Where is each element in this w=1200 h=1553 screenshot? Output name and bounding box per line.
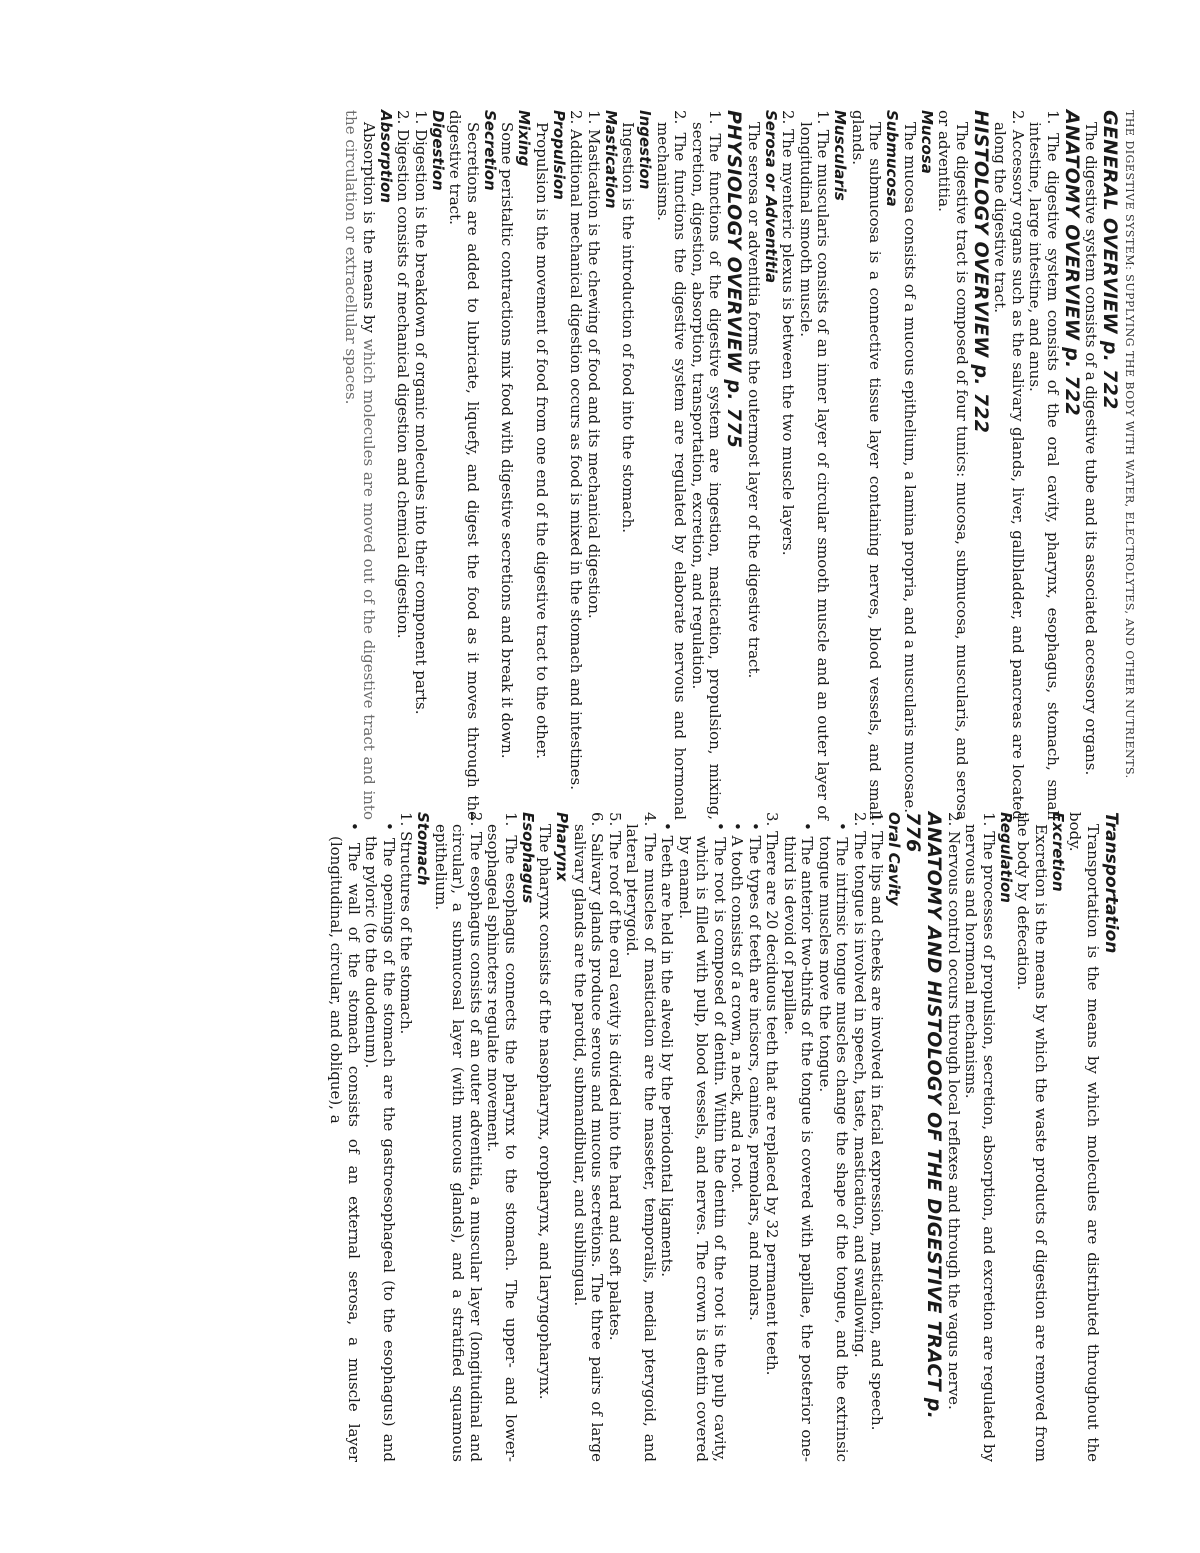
right-text-column [327, 812, 1120, 1462]
histology-overview-text: The digestive tract is composed of four tunics: mucosa, submucosa, muscularis, and serosa or adventitia. [935, 110, 971, 820]
serosa-text: The serosa or adventitia forms the outermost layer of the digestive tract. [745, 122, 763, 679]
stomach-bullet-2-text: The wall of the stomach consists of an external serosa, a muscle layer (longitudinal, circular, and oblique), a [327, 836, 363, 1462]
muscularis-item-2: 2. The myenteric plexus is between the two muscle layers. [779, 110, 798, 556]
digestion-item-2: 2. Digestion consists of mechanical digestion and chemical digestion. [394, 110, 413, 639]
absorption-text-dark: Absorption is the means by [360, 122, 378, 333]
teeth-bullet-2: • A tooth consists of a crown, a neck, and a root. [728, 822, 747, 1194]
teeth-bullet-3: • The root is composed of dentin. Within the dentin of the root is the pulp cavity, which is filled with pulp, blood vessels, and nerves. The crown is dentin covered by enamel. [676, 822, 729, 1462]
propulsion-text: Propulsion is the movement of food from one end of the digestive tract to the other. [533, 122, 551, 759]
anatomy-item-2: 2. Accessory organs such as the salivary glands, liver, gallbladder, and pancreas are located along the digestive tract. [991, 110, 1027, 820]
heading-general-overview: GENERAL OVERVIEW p. 722 [1099, 110, 1122, 410]
oral-item-1: 1. The lips and cheeks are involved in facial expression, mastication, and speech. [868, 812, 887, 1431]
mastication-item-2: 2. Additional mechanical digestion occurs as food is mixed in the stomach and intestines. [567, 110, 586, 790]
anatomy-item-1: 1. The digestive system consists of the oral cavity, pharynx, esophagus, stomach, small intestine, large intestine, and anus. [1026, 110, 1062, 820]
heading-physiology-overview: PHYSIOLOGY OVERVIEW p. 775 [723, 110, 746, 449]
stomach-bullet-1: • The openings of the stomach are the gastroesophageal (to the esophagus) and the pyloric (to the duodenum). [362, 822, 398, 1462]
oral-bullet-1: • The intrinsic tongue muscles change the shape of the tongue, and the extrinsic tongue muscles move the tongue. [816, 822, 852, 1462]
absorption-text-faded: which molecules are moved out of the digestive tract and into the circulation or extracellular spaces. [342, 110, 378, 820]
esophagus-item-2: 2. The esophagus consists of an outer adventitia, a muscular layer (longitudinal and circular), a submucosal layer (with mucous glands), and a stratified squamous epithelium. [432, 812, 485, 1462]
physiology-item-1: 1. The functions of the digestive system are ingestion, mastication, propulsion, mixing, secretion, digestion, absorption, transportation, excretion, and regulation. [689, 110, 725, 820]
regulation-item-2: 2. Nervous control occurs through local reflexes and through the vagus nerve. [945, 812, 963, 1410]
secretion-text: Secretions are added to lubricate, liquefy, and digest the food as it moves through the digestive tract. [446, 110, 482, 820]
heading-mucosa: Mucosa [918, 110, 936, 174]
mucosa-text: The mucosa consists of a mucous epithelium, a lamina propria, and a muscularis mucosae. [901, 122, 919, 813]
running-head: THE DIGESTIVE SYSTEM: SUPPLYING THE BODY WITH WATER, ELECTROLYTES, AND OTHER NUTRIENTS. [1123, 110, 1136, 779]
heading-propulsion: Propulsion [550, 110, 568, 200]
heading-mastication: Mastication [602, 110, 620, 209]
oral-item-4: 4. The muscles of mastication are the masseter, temporalis, medial pterygoid, and lateral pterygoid. [623, 812, 659, 1462]
heading-esophagus: Esophagus [519, 812, 537, 904]
heading-digestion: Digestion [429, 110, 447, 191]
stomach-bullet-2: • The wall of the stomach consists of an external serosa, a muscle layer (longitudinal, circular, and oblique), a [327, 822, 363, 1462]
excretion-text: Excretion is the means by which the waste products of digestion are removed from the body by defecation. [1014, 812, 1050, 1462]
heading-histology-overview: HISTOLOGY OVERVIEW p. 722 [970, 110, 992, 434]
heading-submucosa: Submucosa [883, 110, 902, 207]
heading-oral-cavity: Oral Cavity [885, 812, 904, 906]
transportation-text: Transportation is the means by which molecules are distributed throughout the body. [1066, 812, 1102, 1462]
stomach-item-1: 1. Structures of the stomach. [397, 812, 416, 1035]
heading-anatomy-overview: ANATOMY OVERVIEW p. 722 [1061, 110, 1083, 416]
heading-stomach: Stomach [414, 812, 433, 886]
heading-muscularis: Muscularis [831, 110, 850, 201]
muscularis-item-1: 1. The muscularis consists of an inner layer of circular smooth muscle and an outer layer of longitudinal smooth muscle. [797, 110, 833, 820]
teeth-bullet-4: • Teeth are held in the alveoli by the periodontal ligaments. [658, 822, 677, 1278]
regulation-item-1: 1. The processes of propulsion, secretion, absorption, and excretion are regulated by nervous and hormonal mechanisms. [962, 812, 998, 1462]
teeth-bullet-3-text: The root is composed of dentin. Within the dentin of the root is the pulp cavity, which is filled with pulp, blood vessels, and nerves. The crown is dentin covered by enamel. [676, 836, 729, 1462]
heading-pharynx: Pharynx [553, 812, 572, 882]
absorption-text [342, 110, 377, 820]
teeth-bullet-1: • The types of teeth are incisors, canines, premolars, and molars. [746, 822, 764, 1321]
oral-item-5: 5. The roof of the oral cavity is divided into the hard and soft palates. [606, 812, 624, 1341]
general-overview-text: The digestive system consists of a digestive tube and its associated accessory organs. [1082, 122, 1101, 776]
teeth-bullet-1-text: The types of teeth are incisors, canines, premolars, and molars. [746, 835, 764, 1321]
ingestion-text: Ingestion is the introduction of food into the stomach. [619, 122, 638, 533]
oral-item-3: 3. There are 20 deciduous teeth that are replaced by 32 permanent teeth. [763, 812, 782, 1376]
oral-item-2: 2. The tongue is involved in speech, taste, mastication, and swallowing. [851, 812, 869, 1358]
heading-excretion: Excretion [1049, 812, 1067, 892]
oral-item-6: 6. Salivary glands produce serous and mucous secretions. The three pairs of large salivary glands are the parotid, submandibular, and sublingual. [571, 812, 607, 1462]
submucosa-text: The submucosa is a connective tissue layer containing nerves, blood vessels, and small glands. [849, 110, 885, 820]
heading-regulation: Regulation [997, 812, 1015, 903]
pharynx-text: The pharynx consists of the nasopharynx, oropharynx, and laryngopharynx. [536, 824, 555, 1400]
oral-bullet-2-text: The anterior two-thirds of the tongue is covered with papillae, the posterior one-third is devoid of papillae. [781, 836, 817, 1462]
heading-secretion: Secretion [481, 110, 499, 191]
mixing-text: Some peristaltic contractions mix food with digestive secretions and break it down. [498, 122, 517, 759]
heading-mixing: Mixing [515, 110, 534, 167]
teeth-bullet-2-text: A tooth consists of a crown, a neck, and a root. [728, 835, 747, 1194]
esophagus-item-1: 1. The esophagus connects the pharynx to the stomach. The upper- and lower-esophageal sphincters regulate movement. [484, 812, 520, 1462]
digestion-item-1: 1. Digestion is the breakdown of organic molecules into their component parts. [412, 110, 430, 715]
heading-transportation: Transportation [1101, 812, 1121, 954]
heading-ingestion: Ingestion [636, 110, 655, 190]
left-text-column [342, 110, 1138, 820]
oral-bullet-1-text: The intrinsic tongue muscles change the shape of the tongue, and the extrinsic tongue muscles move the tongue. [816, 836, 852, 1462]
physiology-item-2: 2. The functions the digestive system are regulated by elaborate nervous and hormonal mechanisms. [654, 110, 690, 820]
heading-anatomy-histology: ANATOMY AND HISTOLOGY OF THE DIGESTIVE TRACT p. 776 [902, 812, 946, 1420]
heading-serosa: Serosa or Adventitia [762, 110, 780, 284]
heading-absorption: Absorption [377, 110, 395, 204]
stomach-bullet-1-text: The openings of the stomach are the gastroesophageal (to the esophagus) and the pyloric (to the duodenum). [362, 836, 398, 1462]
mastication-item-1: 1. Mastication is the chewing of food and its mechanical digestion. [585, 110, 603, 619]
oral-bullet-2: • The anterior two-thirds of the tongue is covered with papillae, the posterior one-third is devoid of papillae. [781, 822, 817, 1462]
teeth-bullet-4-text: Teeth are held in the alveoli by the periodontal ligaments. [658, 835, 677, 1278]
